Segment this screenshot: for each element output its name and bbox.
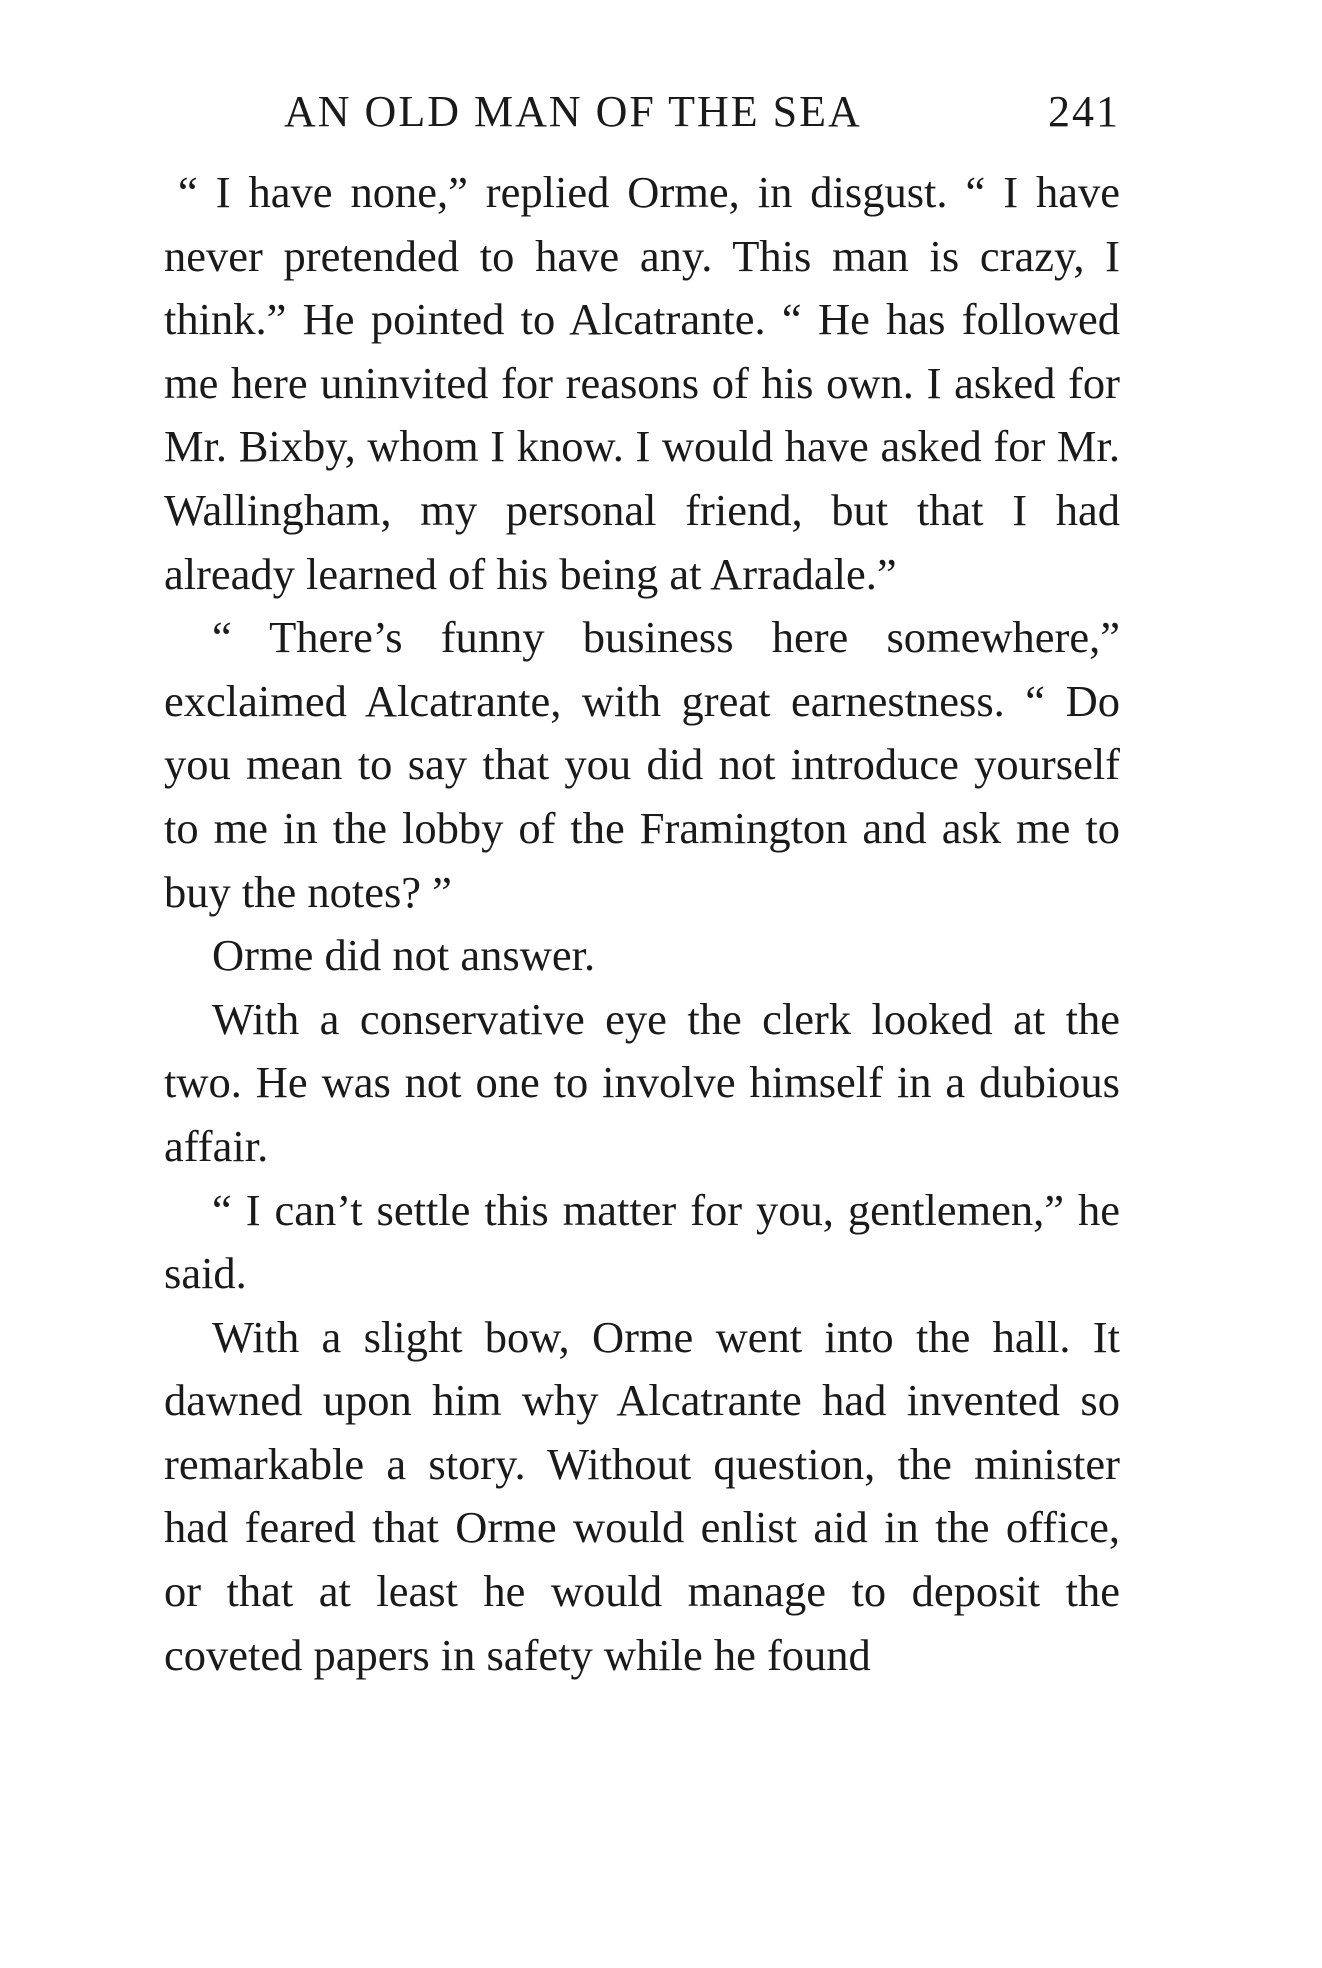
paragraph: “ I can’t settle this matter for you, gentlemen,” he said. xyxy=(164,1184,1120,1299)
paragraph: With a slight bow, Orme went into the hall. It dawned upon him why Alcatrante had invented so remarkable a story. Without question, the minister had feared that Orme would enlist aid in the office, or that at least he would manage to deposit the coveted papers in safety while he found xyxy=(164,1311,1120,1680)
paragraph: “ There’s funny business here somewhere,” exclaimed Alcatrante, with great earnestness. “ Do you mean to say that you did not introduce yourself to me in the lobby of the Framington and ask me to buy the notes? ” xyxy=(164,612,1120,917)
paragraph: “ I have none,” replied Orme, in disgust. “ I have never pretended to have any. This man is crazy, I think.” He pointed to Alcatrante. “ He has followed me here uninvited for reasons of his own. I asked for Mr. Bixby, whom I know. I would have asked for Mr. Wallingham, my personal friend, but that I had already learned of his being at Arradale.” xyxy=(164,167,1120,599)
page-number: 241 xyxy=(1048,87,1120,136)
running-head xyxy=(284,84,1120,140)
paragraph: With a conservative eye the clerk looked at the two. He was not one to involve himself in a dubious affair. xyxy=(164,993,1120,1171)
body-text xyxy=(164,161,1120,1687)
running-title: AN OLD MAN OF THE SEA xyxy=(284,87,862,136)
paragraph: Orme did not answer. xyxy=(212,930,596,981)
